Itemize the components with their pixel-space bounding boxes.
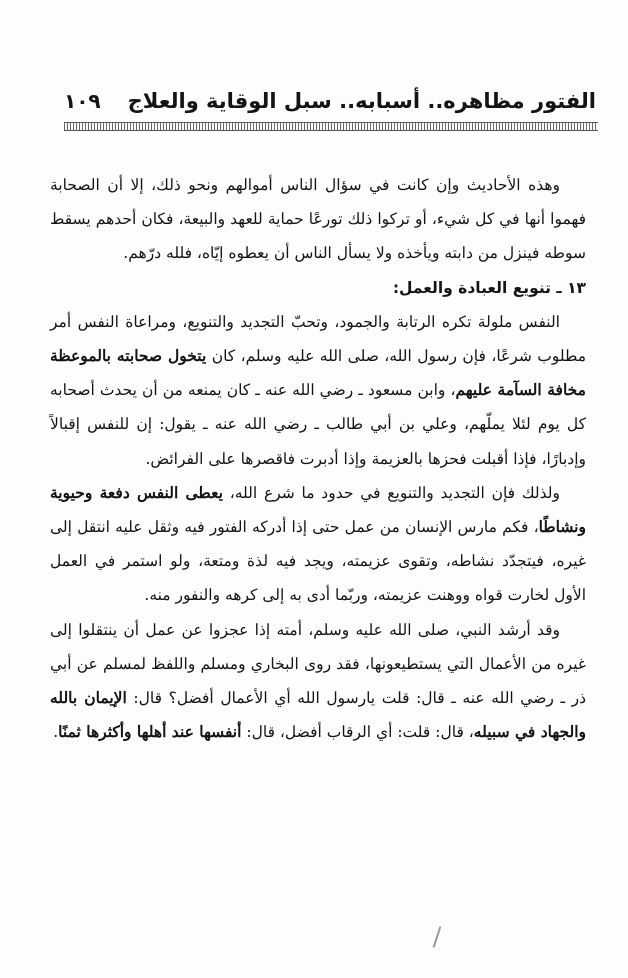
page-number: ١٠٩	[64, 89, 101, 113]
pencil-mark	[433, 926, 442, 948]
running-header	[64, 86, 596, 120]
header-divider	[64, 122, 598, 131]
body-text	[50, 168, 586, 749]
paragraph-3-emphasis: يعطى النفس دفعة وحيوية ونشاطًا	[50, 482, 586, 537]
paragraph-3-text-a: ولذلك فإن التجديد والتنويع في حدود ما شرع الله،	[222, 483, 560, 502]
paragraph-3-text-b: ، فكم مارس الإنسان من عمل حتى إذا أدركه الفتور فيه وثقل عليه انتقل إلى غيره، فيتجدّد نشاطه، وتقوى عزيمته، ويجد فيه لذة ومتعة، ولو استمر في العمل الأول لخارت قواه ووهنت عزيمته، وربّما أدى به إلى كرهه والنفور منه.	[50, 518, 586, 605]
paragraph-4-text-b: ، قال: قلت: أي الرقاب أفضل، قال:	[241, 723, 474, 742]
paragraph-1: وهذه الأحاديث وإن كانت في سؤال الناس أموالهم ونحو ذلك، إلا أن الصحابة فهموا أنها في كل شيء، أو تركوا ذلك تورعًا حماية للعهد والبيعة، فكان أحدهم يسقط سوطه فينزل من دابته ويأخذه ولا يسأل الناس أن يعطوه إيّاه، فلله درّهم.	[50, 176, 586, 263]
paragraph-2-text-b: ، وابن مسعود ـ رضي الله عنه ـ كان يمنعه من أن يحدث أصحابه كل يوم لئلا يملّهم، وعلي بن أبي طالب ـ رضي الله عنه ـ يقول: إن للنفس إقبالاً وإدبارًا، فإذا أقبلت فحزها بالعزيمة وإذا أدبرت فاقصرها على الفرائض.	[50, 381, 586, 468]
section-heading: ١٣ ـ تنويع العبادة والعمل:	[392, 278, 586, 297]
paragraph-4-text-c: .	[53, 723, 59, 742]
paragraph-2-emphasis: يتخول صحابته بالموعظة مخافة السآمة عليهم	[50, 346, 586, 400]
header-title: الفتور مظاهره.. أسبابه.. سبل الوقاية والعلاج	[127, 89, 596, 113]
paragraph-4-text-a: وقد أرشد النبي، صلى الله عليه وسلم، أمته إذا عجزوا عن عمل أن ينتقلوا إلى غيره من الأعمال التي يستطيعونها، فقد روى البخاري ومسلم واللفظ لمسلم عن أبي ذر ـ رضي الله عنه ـ قال: قلت يارسول الله أي الأعمال أفضل؟ قال:	[50, 620, 586, 708]
paragraph-2-text-a: النفس ملولة تكره الرتابة والجمود، وتحبّ التجديد والتنويع، ومراعاة النفس أمر مطلوب شرعًا، فإن رسول الله، صلى الله عليه وسلم، كان	[50, 312, 587, 366]
paragraph-4	[50, 613, 586, 750]
paragraph-2	[50, 305, 586, 476]
paragraph-4-emphasis-1: الإيمان بالله والجهاد في سبيله	[50, 688, 586, 742]
paragraph-3	[50, 476, 586, 613]
paragraph-4-emphasis-2: أنفسها عند أهلها وأكثرها ثمنًا	[58, 722, 242, 742]
